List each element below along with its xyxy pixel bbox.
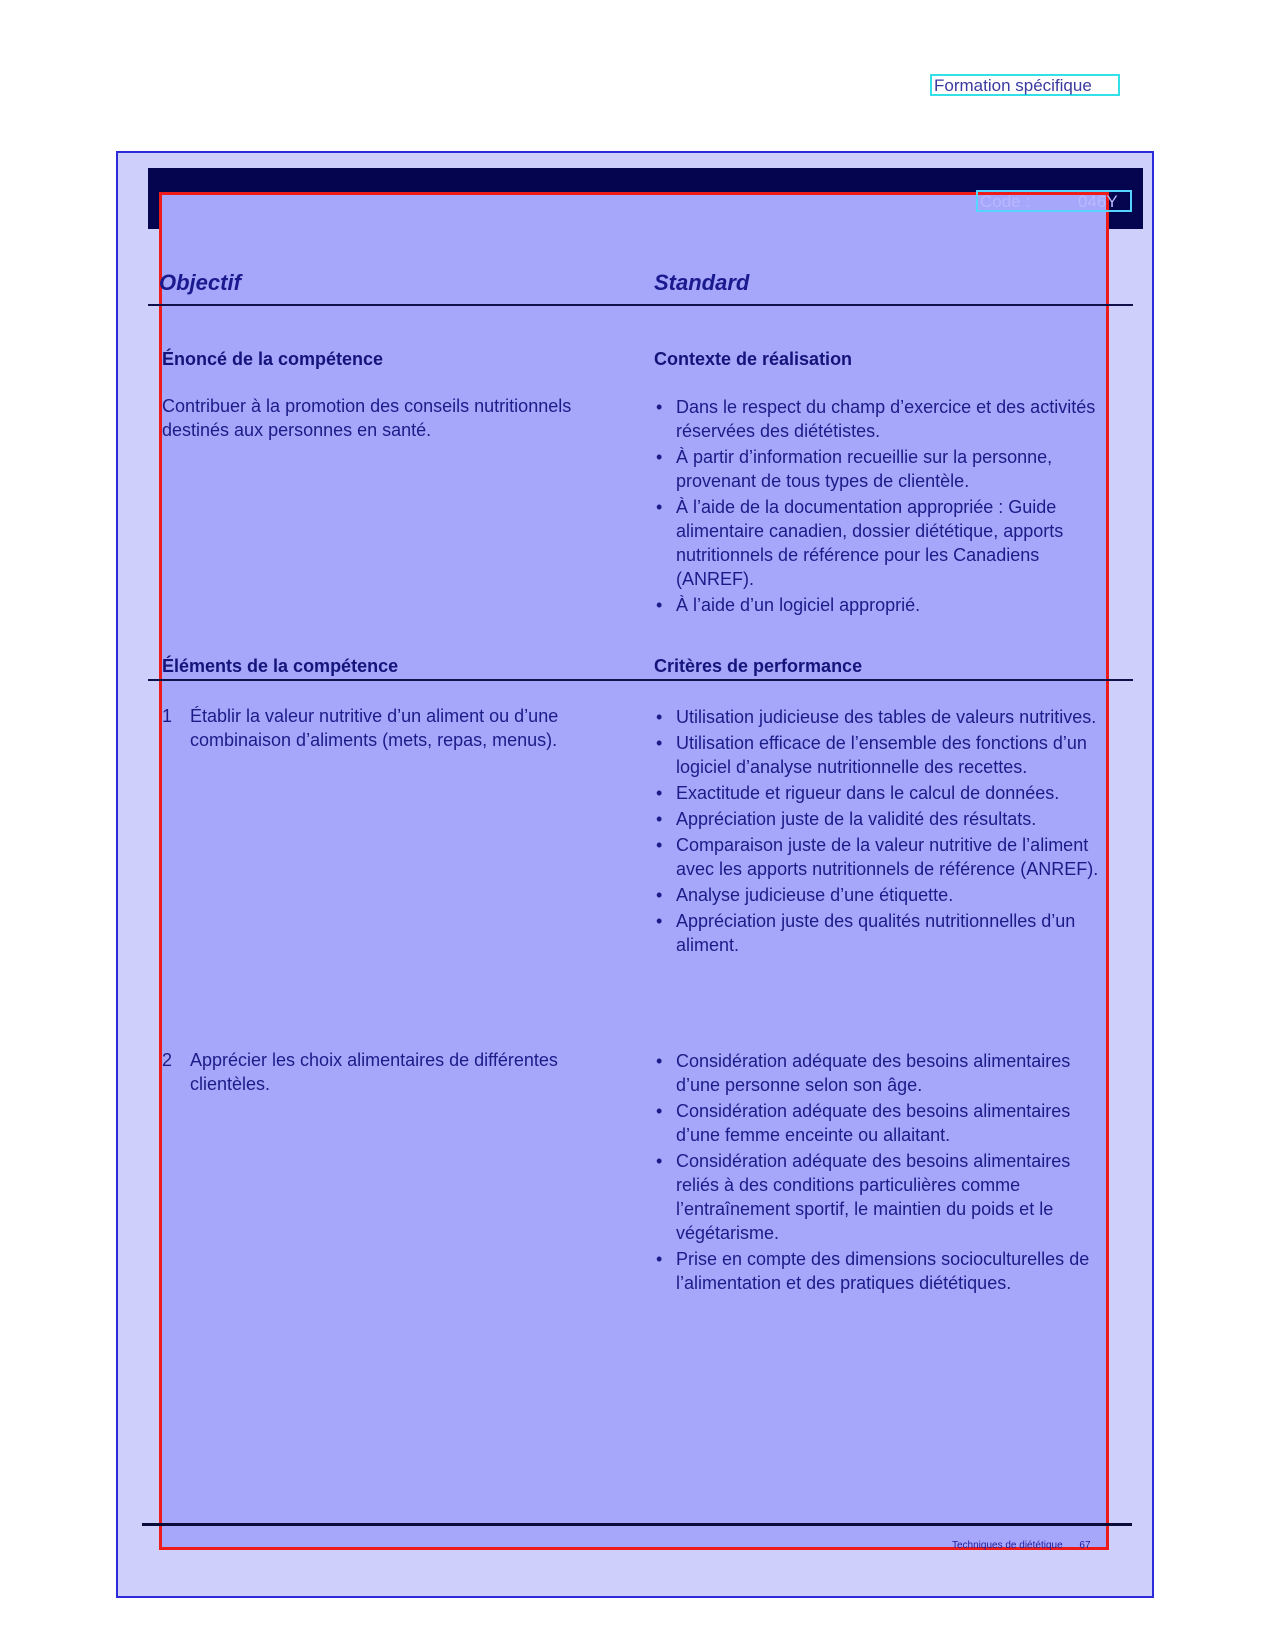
criterion-item: • Utilisation efficace de l’ensemble des fonctions d’un logiciel d’analyse nutritionnelle des recettes. (654, 731, 1114, 779)
element-text: Établir la valeur nutritive d’un aliment ou d’une combinaison d’aliments (mets, repas, menus). (190, 706, 559, 750)
header-divider (148, 304, 1133, 306)
objective-heading: Objectif (159, 270, 241, 295)
criterion-item: • Appréciation juste des qualités nutritionnelles d’un aliment. (654, 909, 1114, 957)
competency-code (976, 190, 1132, 212)
elements-title: Éléments de la compétence (162, 656, 399, 676)
footer-divider (142, 1523, 1132, 1526)
criteria-list (654, 1049, 1114, 1297)
footer-program: Techniques de diététique (952, 1540, 1063, 1551)
criterion-item: • Appréciation juste de la validité des résultats. (654, 807, 1114, 831)
program-label: Formation spécifique (930, 74, 1120, 96)
page-number: 67 (1079, 1540, 1091, 1551)
code-value: 046Y (1078, 192, 1118, 211)
context-item: • À l’aide d’un logiciel approprié. (654, 593, 1114, 617)
context-item: • À l’aide de la documentation appropriée : Guide alimentaire canadien, dossier diététique, apports nutritionnels de référence pour les Canadiens (ANREF). (654, 495, 1114, 591)
section-divider (148, 679, 1133, 681)
element-number: 1 (162, 706, 173, 726)
code-label: Code : (980, 192, 1031, 211)
context-item: • Dans le respect du champ d’exercice et des activités réservées des diététistes. (654, 395, 1114, 443)
criterion-item: • Comparaison juste de la valeur nutritive de l’aliment avec les apports nutritionnels de référence (ANREF). (654, 833, 1114, 881)
footer (952, 1540, 1091, 1551)
competency-statement-title: Énoncé de la compétence (162, 349, 384, 369)
criteria-title: Critères de performance (654, 656, 863, 676)
criterion-item: • Considération adéquate des besoins alimentaires d’une personne selon son âge. (654, 1049, 1114, 1097)
element-text: Apprécier les choix alimentaires de différentes clientèles. (190, 1050, 558, 1094)
criterion-item: • Exactitude et rigueur dans le calcul de données. (654, 781, 1114, 805)
standard-heading: Standard (654, 270, 750, 295)
element-number: 2 (162, 1050, 173, 1070)
context-item: • À partir d’information recueillie sur la personne, provenant de tous types de clientèle. (654, 445, 1114, 493)
criterion-item: • Analyse judicieuse d’une étiquette. (654, 883, 1114, 907)
competency-statement: Contribuer à la promotion des conseils nutritionnels destinés aux personnes en santé. (162, 396, 572, 440)
criterion-item: • Utilisation judicieuse des tables de valeurs nutritives. (654, 705, 1114, 729)
criterion-item: • Considération adéquate des besoins alimentaires reliés à des conditions particulières comme l’entraînement sportif, le maintien du poids et le végétarisme. (654, 1149, 1114, 1245)
context-title: Contexte de réalisation (654, 349, 853, 369)
criterion-item: • Prise en compte des dimensions socioculturelles de l’alimentation et des pratiques diététiques. (654, 1247, 1114, 1295)
criteria-list (654, 705, 1114, 959)
context-list (654, 395, 1114, 619)
criterion-item: • Considération adéquate des besoins alimentaires d’une femme enceinte ou allaitant. (654, 1099, 1114, 1147)
